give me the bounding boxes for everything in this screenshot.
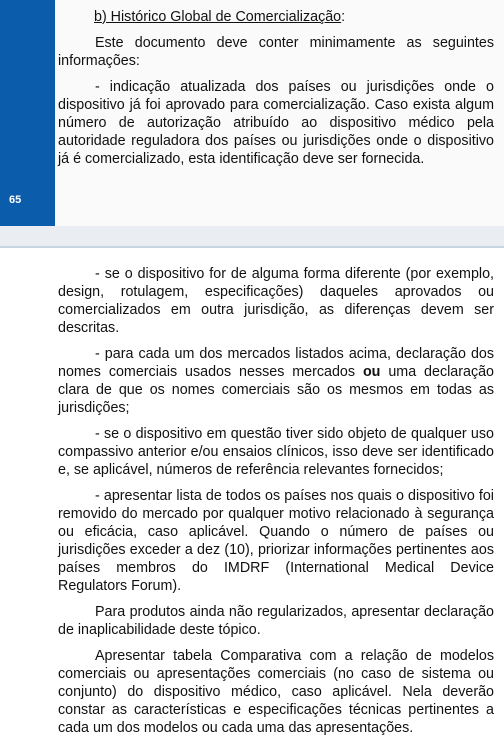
section-heading-title: ) Histórico Global de Comercialização — [101, 9, 342, 25]
list-item-compassionate-use: - se o dispositivo em questão tiver sido objeto de qualquer uso compassivo anterior e/ou ensaios clínicos, isso deve ser identificado e, se aplicável, números de referência relevantes fornecidos; — [58, 426, 494, 478]
page-break-divider — [0, 246, 504, 248]
page-sidebar — [0, 0, 55, 226]
section-heading-letter: b — [94, 9, 102, 25]
intro-paragraph: Este documento deve conter minimamente as seguintes informações: — [58, 35, 494, 69]
list-item-trade-names — [58, 345, 494, 417]
upper-page-content — [58, 8, 494, 176]
trade-names-emphasis: ou — [362, 364, 381, 380]
lower-page-content — [58, 265, 494, 745]
page-number: 65 — [9, 194, 22, 206]
section-heading-text — [94, 9, 341, 25]
section-heading-colon: : — [341, 9, 346, 25]
paragraph-unregistered-products: Para produtos ainda não regularizados, apresentar declaração de inaplicabilidade deste tópico. — [58, 604, 494, 638]
trade-names-text-start: - para cada um dos mercados listados acima, declaração dos nomes comerciais usados nesses mercados — [58, 346, 494, 380]
trade-names-text-end: uma declaração clara de que os nomes comerciais são os mesmos em todas as jurisdições; — [58, 364, 494, 416]
paragraph-comparative-table: Apresentar tabela Comparativa com a relação de modelos comerciais ou apresentações comerciais (no caso de sistema ou conjunto) do dispositivo médico, caso aplicável. Nela deverão constar as características e especificações técnicas pertinentes a cada um dos modelos ou cada uma das apresentações. — [58, 648, 494, 736]
section-heading — [58, 8, 494, 26]
list-item-approval-countries: - indicação atualizada dos países ou jurisdições onde o dispositivo já foi aprovado para comercialização. Caso exista algum número de autorização atribuído ao dispositivo médico pela autoridade reguladora dos países ou jurisdições onde o dispositivo já é comercializado, esta identificação deve ser fornecida. — [58, 79, 494, 167]
list-item-differences: - se o dispositivo for de alguma forma diferente (por exemplo, design, rotulagem, especificações) daqueles aprovados ou comercializados em outra jurisdição, as diferenças devem ser descritas. — [58, 266, 494, 336]
list-item-market-removal: - apresentar lista de todos os países nos quais o dispositivo foi removido do mercado por qualquer motivo relacionado à segurança ou eficácia, caso aplicável. Quando o número de países ou jurisdições exceder a dez (10), priorizar informações pertinentes aos países membros do IMDRF (International Medical Device Regulators Forum). — [58, 488, 494, 594]
page-break-band — [0, 226, 504, 248]
